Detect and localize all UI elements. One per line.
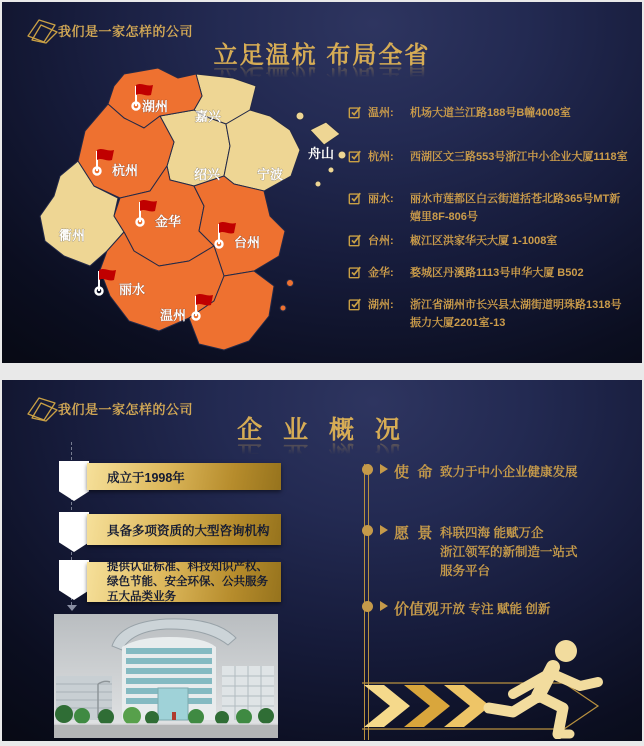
- value-desc-line: 开放 专注 赋能 创新: [440, 602, 551, 616]
- timeline-dot: [362, 601, 373, 612]
- address-city: 温州:: [368, 107, 394, 119]
- office-address-list: [348, 104, 630, 332]
- address-row-hangzhou: [348, 148, 630, 166]
- address-text: 婺城区丹溪路1113号申华大厦 B502: [410, 267, 584, 279]
- milestone-marker: [59, 560, 89, 600]
- slide1-title: 立足温杭 布局全省: [213, 42, 431, 69]
- address-city: 湖州:: [368, 299, 394, 311]
- milestone-text: 具备多项资质的大型咨询机构: [107, 523, 270, 538]
- checkbox-check-icon: [348, 265, 362, 279]
- milestone-bar: [87, 562, 281, 602]
- value-label-vision: 愿 景: [394, 525, 433, 542]
- value-desc-line: 浙江领军的新制造一站式: [440, 545, 578, 559]
- map-label-wenzhou: 温州: [160, 308, 187, 323]
- value-desc-line: 致力于中小企业健康发展: [440, 465, 578, 479]
- chevron-icon: [404, 685, 450, 727]
- value-label-mission: 使 命: [394, 464, 433, 481]
- value-desc-line: 服务平台: [440, 564, 491, 578]
- map-islet: [287, 280, 294, 287]
- running-man-icon: [489, 640, 598, 734]
- value-desc-mission: [440, 463, 625, 482]
- address-city: 台州:: [368, 235, 394, 247]
- milestone-text: 提供认证标准、科技知识产权、绿色节能、安全环保、公共服务五大品类业务: [107, 560, 268, 603]
- slide-kicker: 我们是一家怎样的公司: [58, 402, 194, 417]
- address-text: 椒江区洪家华天大厦 1-1008室: [410, 235, 558, 247]
- map-label-taizhou: 台州: [234, 235, 261, 250]
- address-text: 西湖区文三路553号浙江中小企业大厦1118室: [410, 151, 628, 163]
- milestone-marker: [59, 461, 89, 501]
- address-city: 杭州:: [368, 151, 394, 163]
- map-label-hangzhou: 杭州: [112, 163, 139, 178]
- map-islet: [338, 151, 346, 159]
- timeline-dot: [362, 464, 373, 475]
- milestone-bar: [87, 463, 281, 490]
- address-text: 机场大道兰江路188号B幢4008室: [410, 107, 571, 119]
- map-islet: [315, 181, 321, 187]
- map-label-huzhou: 湖州: [142, 99, 169, 114]
- address-row-lishui: [348, 190, 630, 226]
- map-label-quzhou: 衢州: [59, 228, 86, 243]
- address-text: 浙江省湖州市长兴县太湖街道明珠路1318号振力大厦2201室-13: [410, 299, 622, 329]
- progress-runner-graphic: [352, 635, 612, 739]
- map-label-shaoxing: 绍兴: [194, 167, 221, 182]
- map-label-jiaxing: 嘉兴: [195, 109, 222, 124]
- map-label-ningbo: 宁波: [257, 167, 284, 182]
- arrow-down-icon: [67, 605, 77, 611]
- triangle-bullet-icon: [380, 464, 388, 474]
- value-desc-values: [440, 600, 625, 619]
- triangle-bullet-icon: [380, 601, 388, 611]
- address-row-wenzhou: [348, 104, 630, 122]
- map-label-jinhua: 金华: [155, 214, 182, 229]
- checkbox-check-icon: [348, 191, 362, 205]
- address-text: 丽水市莲都区白云街道括苍北路365号MT新嬉里8F-806号: [410, 193, 621, 223]
- checkbox-check-icon: [348, 149, 362, 163]
- milestone-bar: [87, 514, 281, 545]
- value-label-values: 价值观: [394, 601, 440, 618]
- slide-company-locations: [2, 2, 642, 363]
- chevron-icon: [364, 685, 410, 727]
- map-islet: [280, 305, 286, 311]
- milestone-text: 成立于1998年: [107, 470, 185, 485]
- slide2-title: 企 业 概 况: [237, 416, 407, 444]
- checkbox-check-icon: [348, 297, 362, 311]
- map-islet: [296, 112, 304, 120]
- timeline-dot: [362, 525, 373, 536]
- address-city: 丽水:: [368, 193, 394, 205]
- address-row-huzhou: [348, 296, 630, 332]
- map-islet: [328, 167, 334, 173]
- checkbox-check-icon: [348, 233, 362, 247]
- zhejiang-map: [28, 58, 350, 356]
- map-region-zhoushan: [310, 122, 340, 145]
- value-desc-line: 科联四海 能赋万企: [440, 526, 544, 540]
- checkbox-check-icon: [348, 105, 362, 119]
- milestone-marker: [59, 512, 89, 552]
- triangle-bullet-icon: [380, 525, 388, 535]
- headquarters-building-photo: [54, 614, 278, 738]
- value-desc-vision: [440, 524, 625, 581]
- slide-kicker: 我们是一家怎样的公司: [58, 24, 194, 39]
- map-label-zhoushan: 舟山: [308, 146, 335, 161]
- chevron-icon: [444, 685, 490, 727]
- slide-company-profile: [2, 380, 642, 741]
- address-city: 金华:: [368, 267, 394, 279]
- address-row-jinhua: [348, 264, 630, 282]
- map-label-lishui: 丽水: [119, 282, 146, 297]
- address-row-taizhou: [348, 232, 630, 250]
